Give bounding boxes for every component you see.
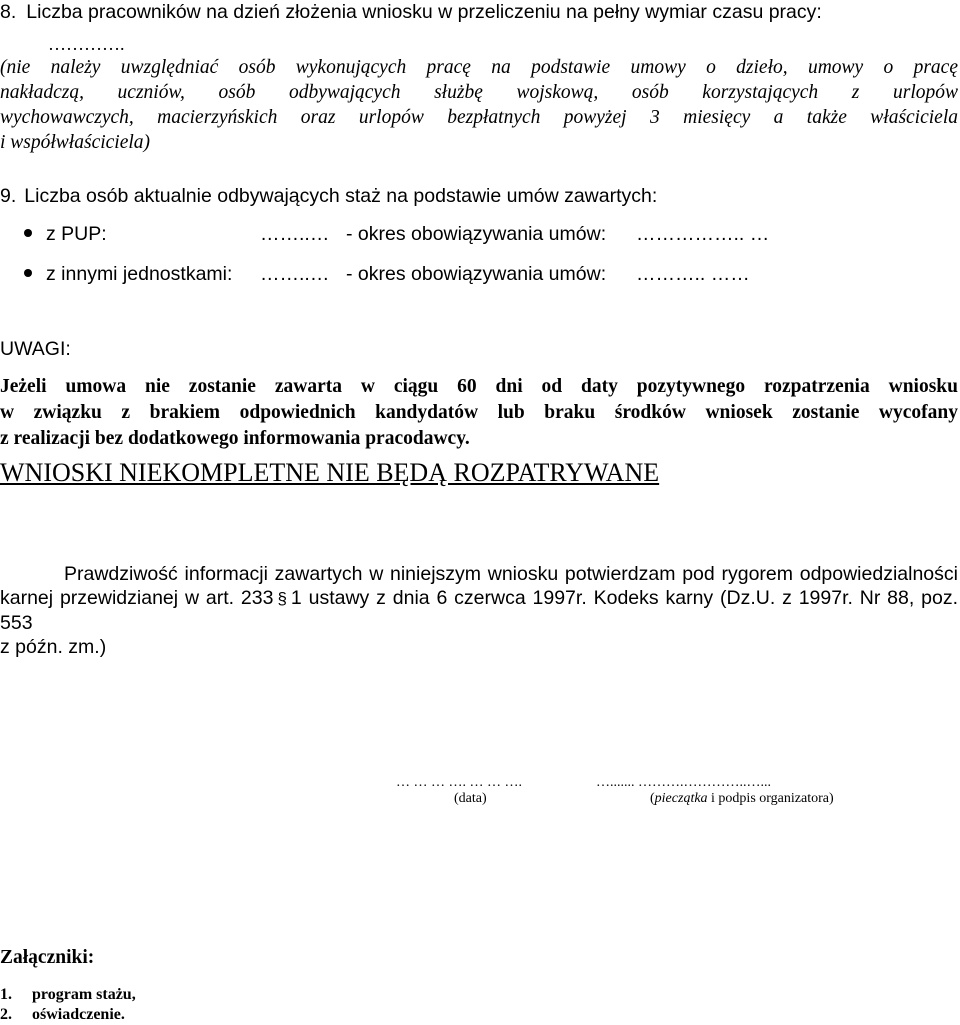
bullet-label: z innymi jednostkami: (46, 263, 233, 285)
signature-label: (pieczątka i podpis organizatora) (650, 791, 834, 806)
item-8-number: 8. (0, 1, 17, 23)
item-8-note-line: i współwłaściciela) (0, 132, 151, 153)
count-field: ……..… (260, 263, 330, 285)
attachment-item: 1. program stażu, (0, 986, 136, 1003)
signature-field: …....... ……….…………..…... (596, 775, 771, 790)
attachments-list (0, 985, 960, 1025)
paragraph-sign: § (277, 589, 287, 608)
bullet-label: z PUP: (46, 223, 107, 245)
remarks-text (0, 374, 958, 452)
date-label: (data) (454, 791, 487, 806)
item-8-note-line: (nie należy uwzględniać osób wykonujących pracę na podstawie umowy o dzieło, umowy o pracę (0, 57, 958, 78)
item-8-text: Liczba pracowników na dzień złożenia wniosku w przeliczeniu na pełny wymiar czasu pracy: (26, 1, 822, 23)
stamp-word: pieczątka (654, 791, 708, 806)
item-8-note-line: nakładczą, uczniów, osób odbywających służbę wojskową, osób korzystających z urlopów (0, 82, 958, 103)
remarks-line: w związku z brakiem odpowiednich kandydatów lub braku środków wniosek zostanie wycofany (0, 402, 958, 423)
item-9-text: Liczba osób aktualnie odbywających staż na podstawie umów zawartych: (24, 185, 658, 207)
remarks-line: Jeżeli umowa nie zostanie zawarta w ciągu 60 dni od daty pozytywnego rozpatrzenia wniosku (0, 376, 958, 397)
date-field: … … … …. … … …. (396, 775, 522, 790)
remarks-heading: UWAGI: (0, 338, 71, 360)
period-label: - okres obowiązywania umów: (346, 223, 607, 245)
count-field: ……..… (260, 223, 330, 245)
attachments-heading: Załączniki: (0, 947, 95, 968)
bullet-icon (24, 229, 32, 237)
declaration-line: Prawdziwość informacji zawartych w niniejszym wniosku potwierdzam pod rygorem odpowiedzialności (64, 563, 958, 585)
item-8-note (0, 55, 958, 155)
bullet-row-pup (24, 222, 960, 246)
period-field: ……….. …… (636, 263, 750, 285)
attachment-item: 2. oświadczenie. (0, 1006, 125, 1023)
item-8-heading (0, 0, 960, 24)
item-8-note-line: wychowawczych, macierzyńskich oraz urlopów bezpłatnych powyżej 3 miesięcy a także właściciela (0, 107, 958, 128)
declaration-text: karnej przewidzianej w art. 233 (0, 587, 274, 609)
declaration-line: z późn. zm.) (0, 636, 107, 658)
item-9-number: 9. (0, 185, 17, 207)
remarks-line: z realizacji bez dodatkowego informowania pracodawcy. (0, 428, 470, 449)
item-9-heading (0, 184, 960, 208)
period-label: - okres obowiązywania umów: (346, 263, 607, 285)
declaration (0, 562, 958, 659)
bullet-icon (24, 269, 32, 277)
incomplete-warning: WNIOSKI NIEKOMPLETNE NIE BĘDĄ ROZPATRYWANE (0, 458, 660, 487)
period-field: …………….. … (636, 223, 770, 245)
declaration-line (0, 586, 958, 635)
declaration-text: 1 ustawy z dnia 6 czerwca 1997r. Kodeks karny (Dz.U. z 1997r. Nr 88, poz. 553 (0, 587, 959, 634)
item-8-answer-field: …………. (48, 34, 125, 54)
bullet-row-other-units (24, 262, 960, 286)
